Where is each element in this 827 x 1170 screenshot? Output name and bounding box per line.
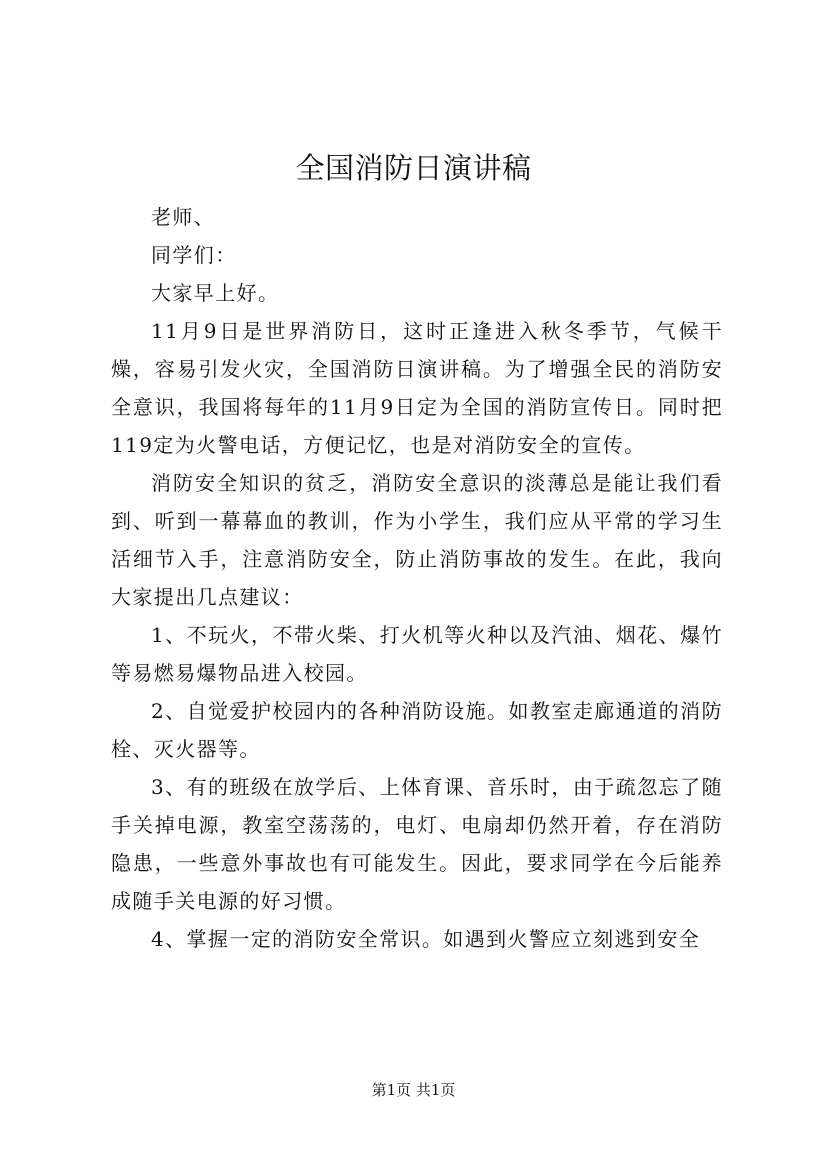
document-title: 全国消防日演讲稿 [295, 151, 532, 185]
paragraph-greeting-students: 同学们： [151, 243, 237, 267]
paragraph-greeting-teachers: 老师、 [151, 205, 216, 229]
paragraph-suggestion-1: 1、不玩火，不带火柴、打火机等火种以及汽油、烟花、爆竹等易燃易爆物品进入校园。 [111, 623, 723, 685]
paragraph-suggestion-2: 2、自觉爱护校园内的各种消防设施。如教室走廊通道的消防栓、灭火器等。 [111, 699, 723, 761]
document-body [111, 198, 723, 958]
paragraph-safety-awareness: 消防安全知识的贫乏，消防安全意识的淡薄总是能让我们看到、听到一幕幕血的教训，作为小学生，我们应从平常的学习生活细节入手，注意消防安全，防止消防事故的发生。在此，我向大家提出几点建议： [111, 471, 723, 609]
page-footer: 第1页 共1页 [371, 1081, 456, 1099]
paragraph-fire-day-intro: 11月9日是世界消防日，这时正逢进入秋冬季节，气候干燥，容易引发火灾，全国消防日演讲稿。为了增强全民的消防安全意识，我国将每年的11月9日定为全国的消防宣传日。同时把119定为火警电话，方便记忆，也是对消防安全的宣传。 [111, 319, 723, 457]
paragraph-good-morning: 大家早上好。 [151, 281, 280, 305]
paragraph-suggestion-3: 3、有的班级在放学后、上体育课、音乐时，由于疏忽忘了随手关掉电源，教室空荡荡的，电灯、电扇却仍然开着，存在消防隐患，一些意外事故也有可能发生。因此，要求同学在今后能养成随手关电源的好习惯。 [111, 775, 723, 913]
paragraph-suggestion-4: 4、掌握一定的消防安全常识。如遇到火警应立刻逃到安全 [151, 927, 701, 951]
